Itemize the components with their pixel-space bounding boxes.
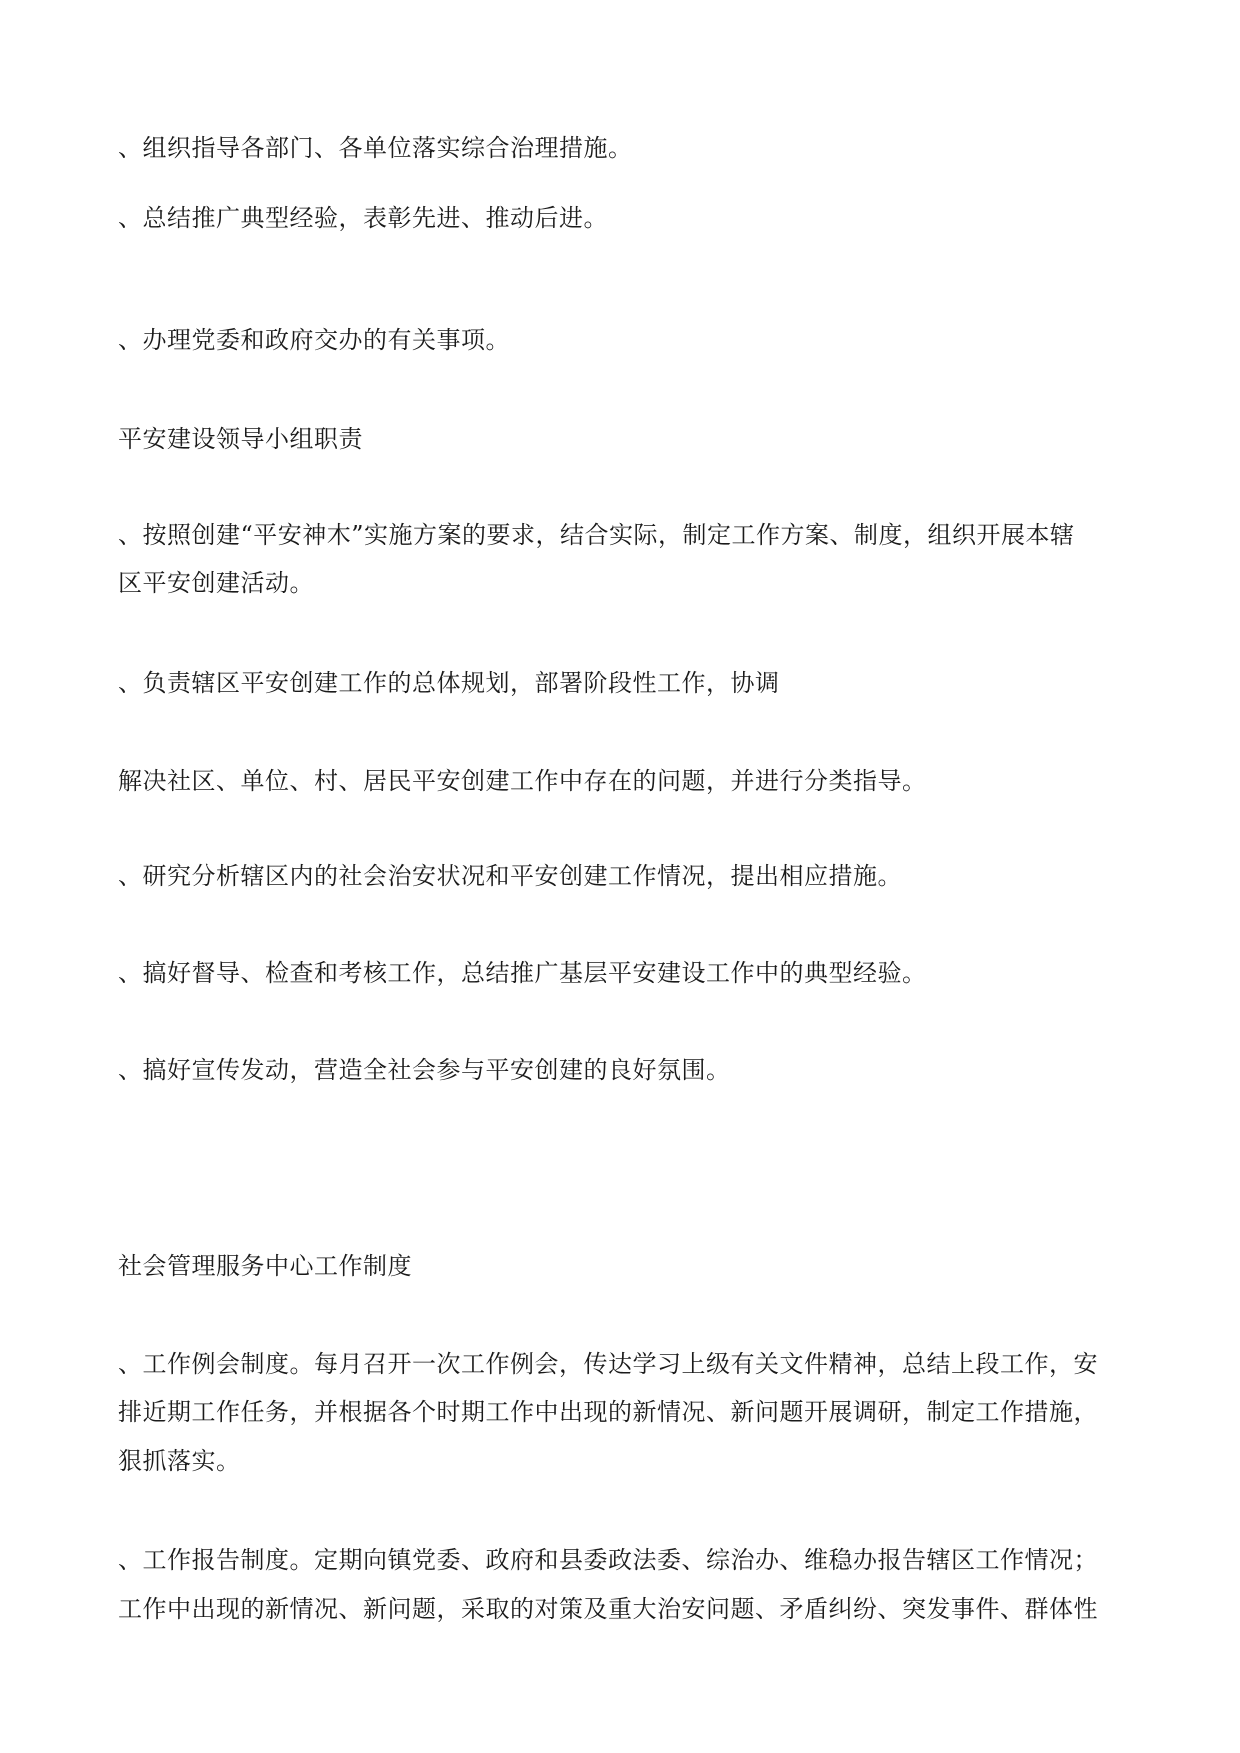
text-line: 解决社区、单位、村、居民平安创建工作中存在的问题，并进行分类指导。 [118,767,927,795]
text-line: 、组织指导各部门、各单位落实综合治理措施。 [118,134,633,162]
section-heading: 社会管理服务中心工作制度 [118,1252,412,1280]
text-line: 排近期工作任务，并根据各个时期工作中出现的新情况、新问题开展调研，制定工作措施， [118,1398,1098,1426]
text-line: 、按照创建“平安神木”实施方案的要求，结合实际，制定工作方案、制度，组织开展本辖 [118,521,1075,549]
text-line: 区平安创建活动。 [118,569,314,597]
text-line: 、搞好宣传发动，营造全社会参与平安创建的良好氛围。 [118,1056,731,1084]
text-line: 、负责辖区平安创建工作的总体规划，部署阶段性工作，协调 [118,669,780,697]
text-line: 狠抓落实。 [118,1447,241,1475]
text-line: 、办理党委和政府交办的有关事项。 [118,326,510,354]
text-line: 、搞好督导、检查和考核工作，总结推广基层平安建设工作中的典型经验。 [118,959,927,987]
text-line: 、研究分析辖区内的社会治安状况和平安创建工作情况，提出相应措施。 [118,862,902,890]
text-line: 、工作报告制度。定期向镇党委、政府和县委政法委、综治办、维稳办报告辖区工作情况； [118,1546,1098,1574]
text-line: 、工作例会制度。每月召开一次工作例会，传达学习上级有关文件精神，总结上段工作，安 [118,1350,1098,1378]
section-heading: 平安建设领导小组职责 [118,425,363,453]
text-line: 、总结推广典型经验，表彰先进、推动后进。 [118,204,608,232]
text-line: 工作中出现的新情况、新问题，采取的对策及重大治安问题、矛盾纠纷、突发事件、群体性 [118,1595,1098,1623]
